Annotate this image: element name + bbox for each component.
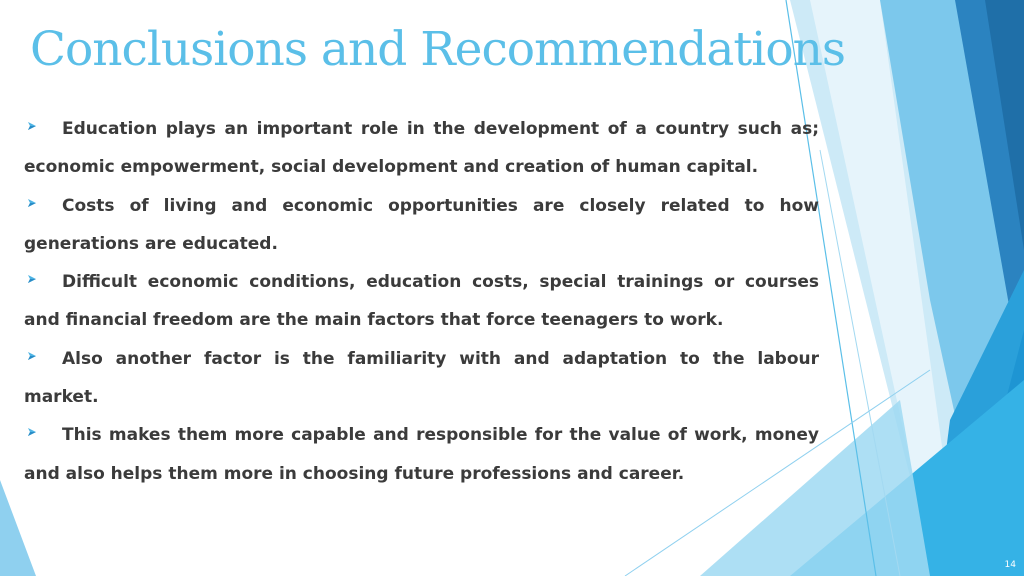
- bullet-text: Education plays an important role in the development of a country such as; economic empowerment, social development and creation of human capital.: [24, 119, 819, 178]
- page-number: 14: [1004, 560, 1016, 570]
- arrow-bullet-icon: [24, 133, 62, 134]
- bullet-item: [24, 340, 819, 417]
- left-accent-shape: [0, 480, 36, 576]
- arrow-bullet-icon: [24, 210, 62, 211]
- arrow-bullet-icon: [24, 363, 62, 364]
- slide-title: Conclusions and Recommendations: [30, 22, 845, 77]
- bullet-text: Costs of living and economic opportunities are closely related to how generations are educated.: [24, 195, 819, 254]
- arrow-bullet-icon: [24, 439, 62, 440]
- bullet-list: [24, 110, 819, 493]
- bullet-item: [24, 187, 819, 264]
- bullet-text: Also another factor is the familiarity with and adaptation to the labour market.: [24, 348, 819, 408]
- bullet-text: This makes them more capable and responsible for the value of work, money and also helps them more in choosing future professions and career.: [24, 425, 819, 484]
- arrow-bullet-icon: [24, 286, 62, 287]
- bullet-item: [24, 263, 819, 340]
- bullet-item: [24, 416, 819, 493]
- bullet-item: [24, 110, 819, 187]
- bullet-text: Difficult economic conditions, education costs, special trainings or courses and financial freedom are the main factors that force teenagers to work.: [24, 272, 819, 331]
